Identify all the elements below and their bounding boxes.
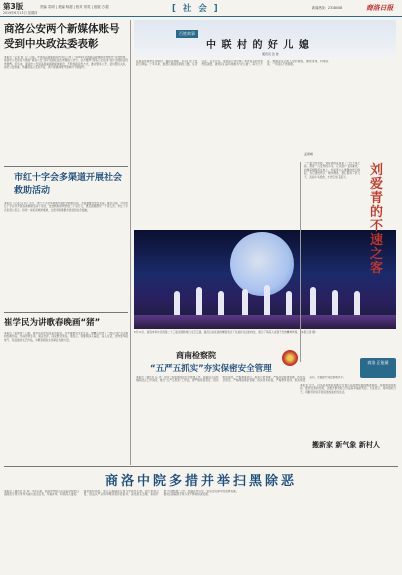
article-7-body: 本报讯（通讯员 张 莉）今年以来，商洛市中级人民法院坚持把扫黑除恶专项斗争作为重大政治任务，多措并举，持续深入推进。强化组织领导，成立扫黑除恶专项斗争领导小组；加大审判力度，依法从严从快审理涉黑涉恶案件；深化源头治理，积极开展“打财断血”工作；加强宣传引导，营造全民参与的浓厚氛围，推动扫黑除恶专项斗争不断向纵深发展。 (4, 490, 239, 497)
article-5-org: 商南检察院 (176, 351, 216, 360)
divider-1 (4, 166, 128, 167)
procuratorate-emblem-icon (282, 350, 298, 366)
dancer-figure (264, 285, 270, 317)
editors-line: 责编 袁明 | 美编 杨超 | 校对 常英 | 组版 方超 (40, 5, 109, 9)
article-7-title: 商洛中院多措并举扫黑除恶 (104, 474, 297, 489)
sidebar-title: 刘爱青的不速之客 (370, 163, 384, 276)
article-3-body: 本报讯（张国青）日前，崔学民同志接受采访时说，为丰富群众文化生活，他精心创作了一批以“猪”为主题的绘画作品，作品形象生动，寓意吉祥，深受群众喜爱。他表示，将继续深入基层、深入生活，创作更多接地气、有温度的文艺作品，为繁荣商洛文化事业贡献力量。 (4, 332, 128, 342)
feature-body: 在商洛市商州区中联村，提起李秀梅，乡亲们无不竖起大拇指。十多年来，她悉心照顾患病的公婆，任劳任怨，从无怨言，用实际行动诠释了孝老爱亲的中华传统美德，被村民们亲切地称为“好儿媳”。每天天不亮，她就起床为老人熬药做饭，擦洗身体，料理家务，一年到头不曾停歇。 (136, 60, 329, 67)
section-title: [ 社 会 ] (172, 4, 220, 14)
article-1-body: 本报讯（记者 刘 飞）日前，中央政法委新闻宣传中心公布了“2019年全国政法新媒体优秀账号”评选结果，商洛市公安局官方微信“商洛公安”获评全国政法优秀微信公众号，官方微博“商洛公安在线”获评全国政法优秀微博。近年来，商洛市公安局高度重视新媒体建设，不断创新宣传方式，推动警务公开，密切警民关系，讲好公安故事，传播商洛公安好声音，两个新媒体账号影响力不断提升。 (4, 56, 128, 70)
feature-title: 中 联 村 的 好 儿 媳 (206, 40, 310, 51)
dancer-figure (174, 291, 180, 317)
photo-caption: 6月12日，商洛市举办庆祝第二十三届全国助残日文艺汇演，演员们以优美的舞姿表达了对美好生活的向往，展示了残疾人自强不息的精神风貌。（本报记者 摄） (134, 331, 318, 334)
dancer-figure (242, 289, 248, 317)
positive-energy-badge: 商洛 正能量 (360, 358, 396, 378)
divider-3 (4, 466, 398, 467)
feature-byline: 通讯员 张 桂 (262, 52, 279, 56)
dancer-figure (218, 291, 224, 317)
article-5-body: 本报讯（通讯员 汪 洋）为进一步加强保密安全管理工作，商南县人民检察院结合工作实际，推行“五严五抓实”工作法，即严格保密责任、抓实组织领导，严格制度执行、抓实日常管理，严格涉密载体管理、抓实安全防范，严格网络保密管理、抓实技术检查，严格教育培训、抓实保密意识，全面提升保密管理水平。 (136, 376, 346, 383)
page-date: 2019年6月13日 星期四 (3, 11, 38, 15)
article-3-title: 崔学民为讲歌春晚画“猪” (4, 318, 101, 328)
sidebar-body: 一个夏天的早晨，刘爱青的家里来了一位不速之客。那是一只受伤的小鸟，它从窗户飞进屋内，扑腾着翅膀落在地上。刘爱青小心翼翼地把它捧起，为它清洗伤口，喂水喂食，悉心照料了好几天，直到小鸟痊愈，才把它放飞蓝天。 (304, 162, 360, 179)
article-2-title: 市红十字会多渠道开展社会救助活动 (14, 173, 123, 196)
feature-kicker: 百姓故事 (176, 30, 198, 38)
article-2-body: 本报讯（记者 闫 钊）近日，市红十字会多渠道开展社会救助活动，为困难群众送去关爱。截至目前，今年市红十字会共开展各类救助活动十余次，发放救助款物价值二十余万元，惠及困难群众一千余人次。市红十字会负责人表示，将进一步拓宽救助渠道，让更多困难群众感受到社会温暖。 (4, 202, 128, 212)
article-1-title: 商洛公安两个新媒体账号受到中央政法委表彰 (4, 23, 120, 50)
dancer-figure (286, 291, 292, 317)
divider-2 (4, 312, 128, 313)
column-rule-1 (130, 20, 131, 465)
page-header (0, 0, 402, 17)
news-hotline: 新闻热线：2318008 (312, 6, 343, 10)
newspaper-logo: 商洛日报 (366, 4, 394, 12)
column-rule-2 (300, 162, 301, 362)
article-5-title: “五严五抓实”夯实保密安全管理 (150, 364, 272, 374)
moon-backdrop (230, 232, 294, 296)
sidebar-byline: 孟建峰 (304, 152, 314, 156)
dancer-figure (196, 287, 202, 317)
article-6-body: 本报讯 近日，丹凤县易地扶贫搬迁安置小区的群众陆续搬进新居。宽敞明亮的新房、配套完善的设施，让搬迁群众脸上洋溢着幸福的笑容。大家表示，将珍惜好日子，用勤劳的双手创造更加美好的生活。 (300, 384, 396, 394)
article-6-title: 搬新家 新气象 新村人 (312, 441, 380, 449)
page-number: 第3版 (3, 2, 24, 11)
